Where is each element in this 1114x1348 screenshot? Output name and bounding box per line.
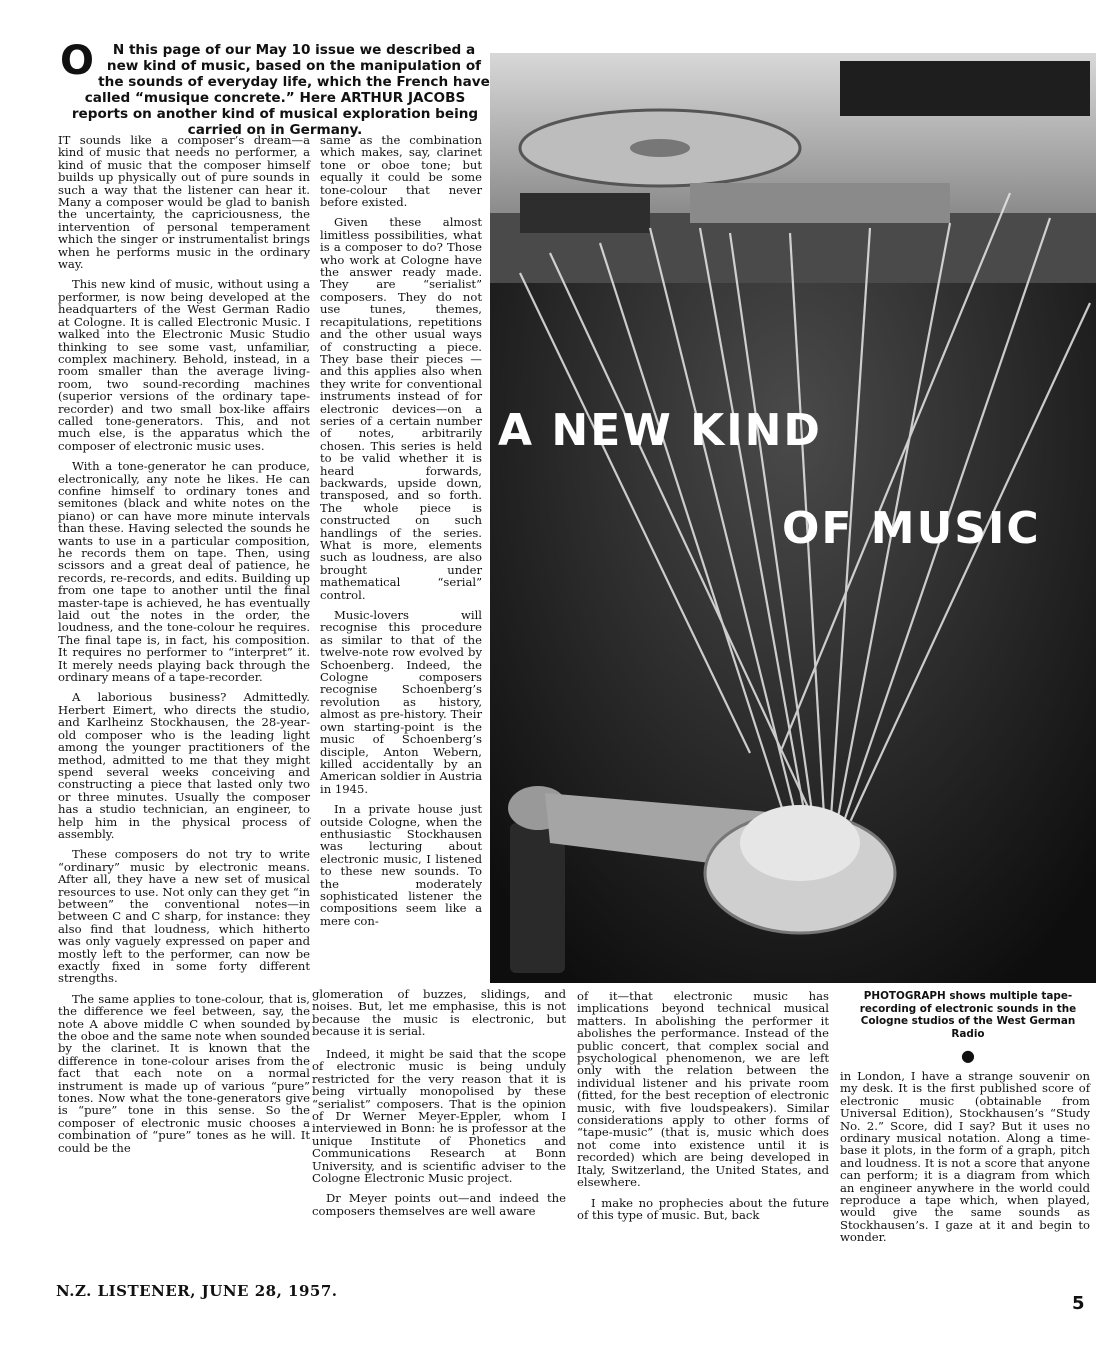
paragraph: Music-lovers will recognise this procedure as similar to that of the twelve-note row evolved by Schoenberg. Indeed, the Cologne composers recognise Schoenberg’s revolution as history, almost as pre-history. Their own starting-point is the music of Schoenberg’s disciple, Anton Webern, killed accidentally by an American soldier in Austria in 1945. bbox=[320, 608, 482, 796]
paragraph: A laborious business? Admittedly. Herbert Eimert, who directs the studio, and Karlheinz Stockhausen, the 28-year-old composer who is the leading light among the younger practitioners of the method, admitted to me that they might spend several weeks conceiving and constructing a piece that lasted only two or three minutes. Usually the composer has a studio technician, an engineer, to help him in the physical process of assembly. bbox=[58, 690, 310, 841]
article-continuation bbox=[312, 988, 566, 1046]
paragraph: glomeration of buzzes, slidings, and noises. But, let me emphasise, this is not because the music is electronic, but because it is serial. bbox=[312, 987, 566, 1039]
paragraph: in London, I have a strange souvenir on my desk. It is the first published score of electronic music (obtainable from Universal Edition), Stockhausen’s “Study No. 2.” Score, did I say? But it uses no ordinary musical notation. Along a time-base it plots, in the form of a graph, pitch and loudness. It is not a score that anyone can perform; it is a diagram from which an engineer anywhere in the world could reproduce a tape which, when played, would give the same sounds as Stockhausen’s. I gaze at it and begin to wonder. bbox=[840, 1069, 1090, 1245]
ornament-icon: ● bbox=[961, 1046, 975, 1066]
paragraph: These composers do not try to write “ordinary” music by electronic means. After all, they have a new set of musical resources to use. Not only can they get “in between” the conventional notes—in between C and C sharp, for instance: they also find that loudness, which hitherto was only vaguely expressed on paper and mostly left to the performer, can now be exactly fixed in some forty different strengths. bbox=[58, 847, 310, 986]
paragraph: IT sounds like a composer’s dream—a kind of music that needs no performer, a kind of music that the composer himself builds up physically out of pure sounds in such a way that the listener can hear it. Many a composer would be glad to banish the uncertainty, the capriciousness, the intervention of personal temperament which the singer or instrumentalist brings when he performs music in the ordinary way. bbox=[58, 133, 310, 272]
article-column-5 bbox=[840, 1070, 1090, 1252]
paragraph: I make no prophecies about the future of this type of music. But, back bbox=[577, 1195, 829, 1222]
photograph-tape-recorder bbox=[490, 53, 1096, 983]
page-number: 5 bbox=[1072, 1293, 1085, 1314]
paragraph: In a private house just outside Cologne, when the enthusiastic Stockhausen was lecturing about electronic music, I listened to these new sounds. To the moderately sophisticated listener the compositions seem like a mere con- bbox=[320, 802, 482, 928]
paragraph: Dr Meyer points out—and indeed the composers themselves are well aware bbox=[312, 1191, 566, 1218]
title-line-1: A NEW KIND bbox=[498, 405, 822, 456]
intro-text: N this page of our May 10 issue we described a new kind of music, based on the manipulation of the sounds of everyday life, which the French have called “musique concrete.” Here ARTHUR JACOBS reports on another kind of musical exploration being carried on in Germany. bbox=[71, 42, 490, 138]
caption-text: PHOTOGRAPH shows multiple tape-recording of electronic sounds in the Cologne studios of the West German Radio bbox=[859, 990, 1077, 1040]
paragraph: This new kind of music, without using a performer, is now being developed at the headquarters of the West German Radio at Cologne. It is called Electronic Music. I walked into the Electronic Music Studio thinking to see some vast, unfamiliar, complex machinery. Behold, instead, in a room smaller than the average living-room, two sound-recording machines (superior versions of the ordinary tape-recorder) and two small box-like affairs called tone-generators. This, and not much else, is the apparatus which the composer of electronic music uses. bbox=[58, 277, 310, 453]
paragraph: With a tone-generator he can produce, electronically, any note he likes. He can confine himself to ordinary tones and semitones (black and white notes on the piano) or can have more minute intervals than these. Having selected the sounds he wants to use in a particular composition, he records them on tape. Then, using scissors and a great deal of patience, he records, re-records, and edits. Building up from one tape to another until the final master-tape is achieved, he has eventually laid out the notes in the order, the loudness, and the tone-colour he requires. The final tape is, in fact, his composition. It requires no performer to “interpret” it. It merely needs playing back through the ordinary means of a tape-recorder. bbox=[58, 459, 310, 685]
intro-headnote bbox=[60, 38, 490, 138]
page-footer: N.Z. LISTENER, JUNE 28, 1957. bbox=[56, 1282, 338, 1300]
paragraph: of it—that electronic music has implications beyond technical musical matters. In abolishing the performer it abolishes the performance. Instead of the public concert, that complex social and psychological phenomenon, we are left only with the relation between the individual listener and his private room (fitted, for the best reception of electronic music, with five loudspeakers). Similar considerations apply to other forms of “tape-music” (that is, music which does not come into existence until it is recorded) which are being developed in Italy, Switzerland, the United States, and elsewhere. bbox=[577, 989, 829, 1190]
paragraph: Given these almost limitless possibilities, what is a composer to do? Those who work at Cologne have the answer ready made. They are “serialist” composers. They do not use tunes, themes, recapitulations, repetitions and the other usual ways of constructing a piece. They base their pieces —and this applies also when they write for conventional instruments instead of for electronic devices—on a series of a certain number of notes, arbitrarily chosen. This series is held to be valid whether it is heard forwards, backwards, upside down, transposed, and so forth. The whole piece is constructed on such handlings of the series. What is more, elements such as loudness, are also brought under mathematical “serial” control. bbox=[320, 215, 482, 602]
paragraph: Indeed, it might be said that the scope of electronic music is being unduly restricted for the very reason that it is being virtually monopolised by these “serialist” composers. That is the opinion of Dr Werner Meyer-Eppler, whom I interviewed in Bonn: he is professor at the unique Institute of Phonetics and Communications Research at Bonn University, and is scientific adviser to the Cologne Electronic Music project. bbox=[312, 1047, 566, 1186]
article-column-3 bbox=[312, 1048, 566, 1225]
article-column-4 bbox=[577, 990, 829, 1229]
article-column-2 bbox=[320, 134, 482, 935]
photo-caption bbox=[845, 990, 1091, 1066]
paragraph: same as the combination which makes, say, clarinet tone or oboe tone; but equally it could be some tone-colour that never before existed. bbox=[320, 133, 482, 210]
title-line-2: OF MUSIC bbox=[782, 503, 1041, 554]
paragraph: The same applies to tone-colour, that is, the difference we feel between, say, the note A above middle C when sounded by the oboe and the same note when sounded by the clarinet. It is known that the difference in tone-colour arises from the fact that each note on a normal instrument is made up of various “pure” tones. Now what the tone-generators give is “pure” tone in this sense. So the composer of electronic music chooses a combination of “pure” tones as he will. It could be the bbox=[58, 991, 310, 1155]
intro-dropcap: O bbox=[60, 38, 95, 84]
article-column-1 bbox=[58, 134, 310, 1162]
